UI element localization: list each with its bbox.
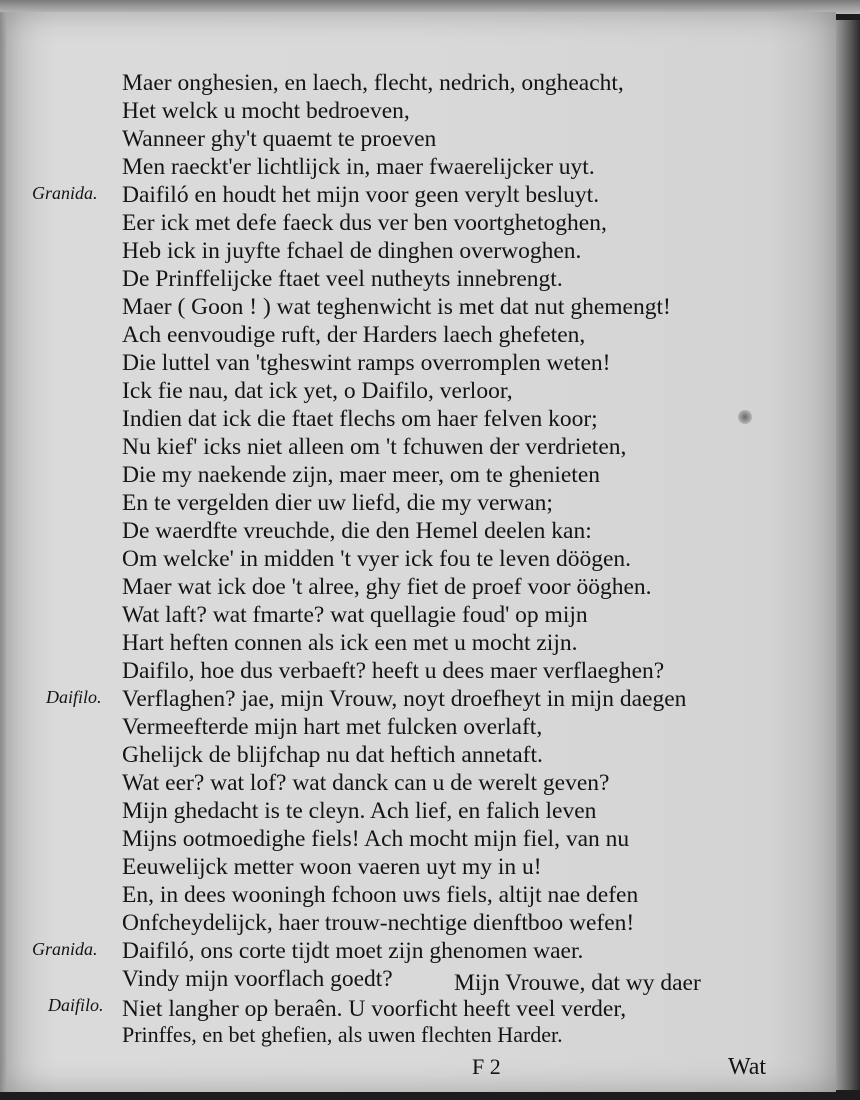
page-edge-right [836,20,860,1090]
verse-line: Die luttel van 'tgheswint ramps overromplen weten! [122,350,611,376]
verse-line: Wat laft? wat fmarte? wat quellagie foud' op mijn [122,602,588,628]
verse-line: De waerdfte vreuchde, die den Hemel deelen kan: [122,518,592,544]
verse-line: Vindy mijn voorflach goedt? [122,966,393,992]
verse-line: Mijn ghedacht is te cleyn. Ach lief, en falich leven [122,798,597,824]
speaker-name: Daifilo. [46,687,102,707]
verse-line: Ach eenvoudige ruft, der Harders laech ghefeten, [122,322,586,348]
verse-line: Nu kief' icks niet alleen om 't fchuwen der verdrieten, [122,434,627,460]
verse-line: Niet langher op beraên. U voorficht heeft veel verder, [122,996,627,1022]
catchword: Wat [728,1054,767,1080]
verse-line: Mijns ootmoedighe fiels! Ach mocht mijn fiel, van nu [122,826,630,852]
verse-line: Maer ( Goon ! ) wat teghenwicht is met dat nut ghemengt! [122,294,671,320]
verse-line: Prinffes, en bet ghefien, als uwen flechten Harder. [122,1022,563,1047]
verse-line: Die my naekende zijn, maer meer, om te ghenieten [122,462,600,488]
verse-line: Maer onghesien, en laech, flecht, nedrich, ongheacht, [122,70,624,96]
speaker-name: Granida. [32,939,98,959]
verse-line: Eer ick met defe faeck dus ver ben voortghetoghen, [122,210,607,236]
speaker-name: Granida. [32,183,98,203]
verse-line: Wat eer? wat lof? wat danck can u de werelt geven? [122,770,610,796]
verse-line: Verflaghen? jae, mijn Vrouw, noyt droefheyt in mijn daegen [122,686,687,712]
page-text [6,12,836,1092]
verse-line: De Prinffelijcke ftaet veel nutheyts innebrengt. [122,266,563,292]
verse-line: Maer wat ick doe 't alree, ghy fiet de proef voor ööghen. [122,574,652,600]
verse-line: Om welcke' in midden 't vyer ick fou te leven döögen. [122,546,632,572]
verse-line: Heb ick in juyfte fchael de dinghen overwoghen. [122,238,582,264]
page-signature: F 2 [472,1054,501,1079]
verse-line: En, in dees wooningh fchoon uws fiels, altijt nae defen [122,882,639,908]
verse-line: Ick fie nau, dat ick yet, o Daifilo, verloor, [122,378,513,404]
verse-line: Mijn Vrouwe, dat wy daer [454,970,701,996]
verse-line: Eeuwelijck metter woon vaeren uyt my in u! [122,854,542,880]
verse-line: En te vergelden dier uw liefd, die my verwan; [122,490,553,516]
verse-line: Ghelijck de blijfchap nu dat heftich annetaft. [122,742,543,768]
verse-line: Daifilo, hoe dus verbaeft? heeft u dees maer verflaeghen? [122,658,665,684]
book-page [6,12,836,1092]
verse-line: Vermeefterde mijn hart met fulcken overlaft, [122,714,543,740]
verse-line: Men raeckt'er lichtlijck in, maer fwaerelijcker uyt. [122,154,595,180]
verse-line: Wanneer ghy't quaemt te proeven [122,126,437,152]
verse-line: Daifiló, ons corte tijdt moet zijn ghenomen waer. [122,938,584,964]
verse-line: Het welck u mocht bedroeven, [122,98,410,124]
speaker-name: Daifilo. [48,995,104,1015]
verse-line: Daifiló en houdt het mijn voor geen verylt besluyt. [122,182,600,208]
verse-line: Onfcheydelijck, haer trouw-nechtige dienftboo wefen! [122,910,635,936]
verse-line: Hart heften connen als ick een met u mocht zijn. [122,630,578,656]
verse-line: Indien dat ick die ftaet flechs om haer felven koor; [122,406,598,432]
